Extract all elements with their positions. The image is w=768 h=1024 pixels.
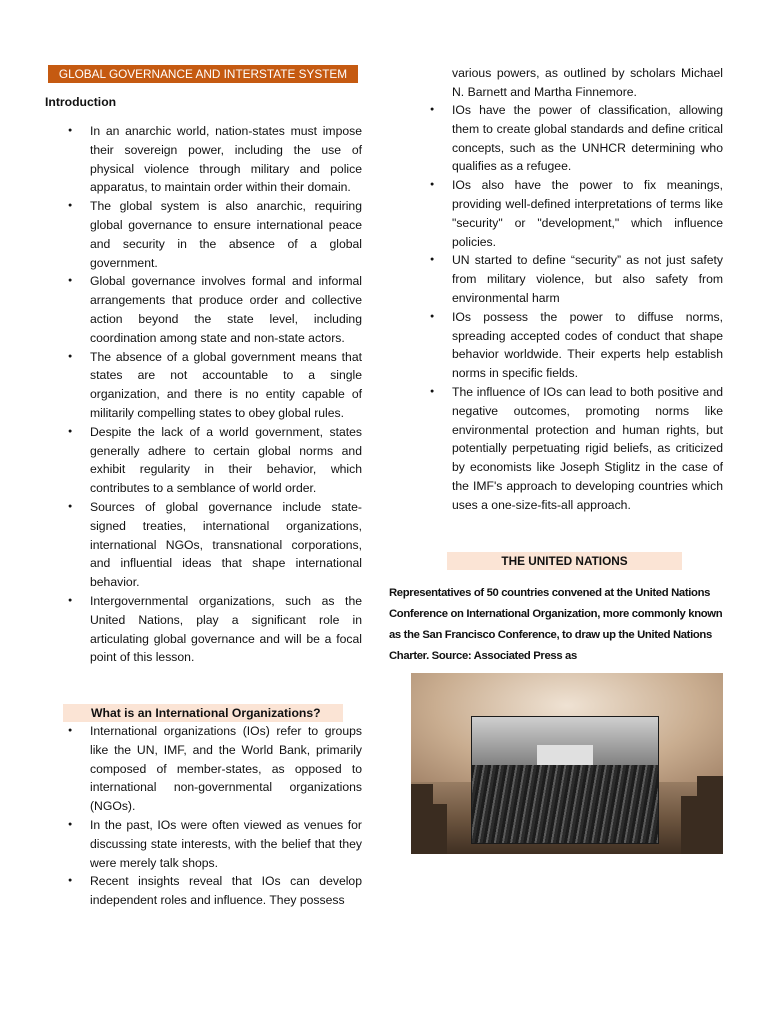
list-item: ● UN started to define “security” as not just safety from military violence, but also safety from environmental harm [452, 251, 723, 307]
list-item: ● IOs have the power of classification, allowing them to create global standards and define critical concepts, such as the UNHCR determining who qualifies as a refugee. [452, 101, 723, 176]
list-item: ● Recent insights reveal that IOs can develop independent roles and influence. They possess [90, 872, 362, 910]
photo-building-left-2 [433, 804, 447, 854]
io-heading: What is an International Organizations? [63, 704, 343, 722]
photo-building-left [411, 784, 433, 854]
hall-delegates [472, 765, 658, 843]
list-item: ● The influence of IOs can lead to both positive and negative outcomes, promoting norms like environmental protection and human rights, but potentially perpetuating rigid beliefs, as criticized by economists like Joseph Stiglitz in the case of the IMF's approach to developing countries which uses a one-size-fits-all approach. [452, 383, 723, 515]
united-nations-heading: THE UNITED NATIONS [447, 552, 682, 570]
list-item: ● Sources of global governance include state-signed treaties, international organizations, international NGOs, transnational corporations, and influential ideas that shape international behavior. [90, 498, 362, 592]
list-item: ● In the past, IOs were often viewed as venues for discussing state interests, with the belief that they were merely talk shops. [90, 816, 362, 872]
list-item: ● IOs possess the power to diffuse norms, spreading accepted codes of conduct that shape behavior worldwide. Their experts help establish norms in specific fields. [452, 308, 723, 383]
photo-building-right [697, 776, 723, 854]
list-item: ● Global governance involves formal and informal arrangements that produce order and collective action beyond the state level, including coordination among state and non-state actors. [90, 272, 362, 347]
photo-caption: Representatives of 50 countries convened at the United Nations Conference on International Organization, more commonly known as the San Francisco Conference, to draw up the United Nations Charter. Source: Associated Press as [389, 587, 723, 662]
introduction-heading: Introduction [45, 95, 117, 109]
list-item: ● In an anarchic world, nation-states must impose their sovereign power, including the use of physical violence through military and police apparatus, to maintain order within their domain. [90, 122, 362, 197]
list-item: ● Intergovernmental organizations, such as the United Nations, play a significant role in articulating global governance and will be a focal point of this lesson. [90, 592, 362, 667]
io-powers-bullet-list [452, 101, 723, 515]
section-banner: GLOBAL GOVERNANCE AND INTERSTATE SYSTEM [48, 65, 358, 83]
io-bullet-list [90, 722, 362, 910]
introduction-bullet-list [90, 122, 362, 667]
san-francisco-conference-photo [411, 673, 723, 854]
photo-building-right-2 [681, 796, 697, 854]
list-item: ● The global system is also anarchic, requiring global governance to ensure international peace and security in the absence of a global government. [90, 197, 362, 272]
continuation-text: various powers, as outlined by scholars Michael N. Barnett and Martha Finnemore. [452, 66, 723, 99]
list-item: ● IOs also have the power to fix meanings, providing well-defined interpretations of terms like "security" or "development," which influence policies. [452, 176, 723, 251]
list-item: ● The absence of a global government means that states are not accountable to a single organization, and there is no entity capable of militarily compelling states to obey global rules. [90, 348, 362, 423]
list-item: ● International organizations (IOs) refer to groups like the UN, IMF, and the World Bank, primarily composed of member-states, as opposed to international non-governmental organizations (NGOs). [90, 722, 362, 816]
assembly-hall-image [471, 716, 659, 844]
list-item: ● Despite the lack of a world government, states generally adhere to certain global norms and exhibit regularity in their behavior, which contributes to a semblance of world order. [90, 423, 362, 498]
